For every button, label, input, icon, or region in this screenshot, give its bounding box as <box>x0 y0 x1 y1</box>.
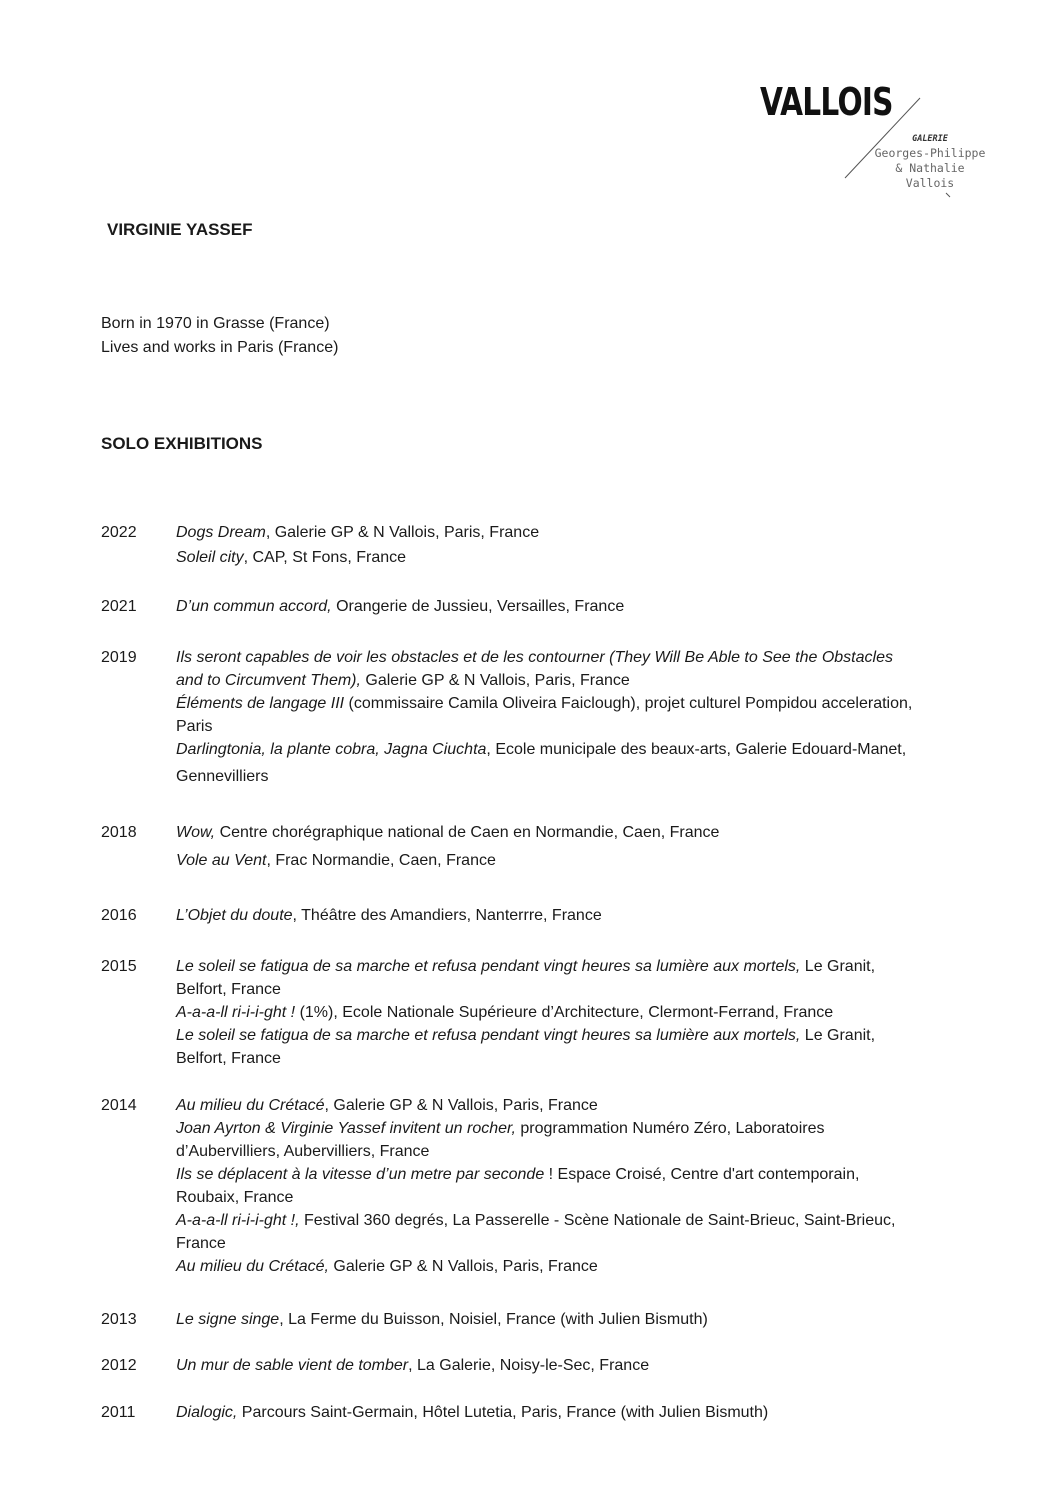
exhibition-line <box>176 1189 293 1207</box>
exhibition-line <box>176 852 496 870</box>
exhibition-venue: Belfort, France <box>176 1050 281 1067</box>
exhibition-venue: ! Espace Croisé, Centre d'art contemporain, <box>544 1166 860 1183</box>
exhibition-line <box>176 1120 824 1138</box>
exhibition-venue: d’Aubervilliers, Aubervilliers, France <box>176 1143 430 1160</box>
exhibition-venue: Gennevilliers <box>176 768 269 785</box>
exhibition-venue: programmation Numéro Zéro, Laboratoires <box>515 1120 825 1137</box>
exhibition-line <box>176 981 281 999</box>
exhibition-title: Au milieu du Crétacé, <box>176 1258 329 1275</box>
exhibition-line <box>176 1311 708 1329</box>
exhibition-venue: , Théâtre des Amandiers, Nanterrre, France <box>292 907 602 924</box>
exhibition-venue: Centre chorégraphique national de Caen en Normandie, Caen, France <box>215 824 720 841</box>
exhibition-venue: , La Galerie, Noisy-le-Sec, France <box>408 1357 650 1374</box>
exhibition-line <box>176 741 906 759</box>
exhibition-title: A-a-a-ll ri-i-i-ght !, <box>176 1212 300 1229</box>
exhibition-title: Le soleil se fatigua de sa marche et refusa pendant vingt heures sa lumière aux mortels, <box>176 1027 801 1044</box>
exhibition-venue: Parcours Saint-Germain, Hôtel Lutetia, Paris, France (with Julien Bismuth) <box>237 1404 769 1421</box>
exhibition-title: Ils seront capables de voir les obstacles et de les contourner (They Will Be Able to See the Obstacles <box>176 649 893 666</box>
exhibition-line <box>176 1212 895 1230</box>
bio-lives: Lives and works in Paris (France) <box>101 339 339 356</box>
logo-wordmark: VALLOIS <box>760 80 893 124</box>
exhibition-title: Dogs Dream <box>176 524 266 541</box>
exhibition-year: 2018 <box>101 824 137 841</box>
exhibition-venue: , Galerie GP & N Vallois, Paris, France <box>265 524 540 541</box>
gallery-logo <box>700 60 1040 220</box>
exhibition-venue: Le Granit, <box>800 1027 876 1044</box>
exhibition-year: 2012 <box>101 1357 137 1374</box>
exhibition-year: 2016 <box>101 907 137 924</box>
exhibition-line <box>176 649 893 667</box>
exhibition-line <box>176 598 624 616</box>
exhibition-year: 2011 <box>101 1404 136 1421</box>
exhibition-venue: , CAP, St Fons, France <box>243 549 407 566</box>
exhibition-title: Au milieu du Crétacé <box>176 1097 325 1114</box>
exhibition-venue: Galerie GP & N Vallois, Paris, France <box>360 672 630 689</box>
logo-galerie: GALERIE <box>912 134 948 144</box>
exhibition-venue: Le Granit, <box>800 958 876 975</box>
exhibition-line <box>176 958 875 976</box>
exhibition-line <box>176 672 630 690</box>
exhibition-title: A-a-a-ll ri-i-i-ght ! <box>176 1004 296 1021</box>
exhibition-year: 2014 <box>101 1097 137 1114</box>
exhibition-year: 2013 <box>101 1311 137 1328</box>
exhibition-line <box>176 1235 226 1253</box>
exhibition-line <box>176 1258 598 1276</box>
exhibition-line <box>176 1143 429 1161</box>
exhibition-year: 2022 <box>101 524 137 541</box>
exhibition-title: Dialogic, <box>176 1404 238 1421</box>
exhibition-line <box>176 1050 281 1068</box>
exhibition-line <box>176 1357 649 1375</box>
exhibition-title: Un mur de sable vient de tomber <box>176 1357 409 1374</box>
artist-name: VIRGINIE YASSEF <box>107 220 253 239</box>
exhibition-title: D’un commun accord, <box>176 598 332 615</box>
exhibition-year: 2021 <box>101 598 137 615</box>
exhibition-venue: (1%), Ecole Nationale Supérieure d’Architecture, Clermont-Ferrand, France <box>295 1004 834 1021</box>
exhibition-title: Éléments de langage III <box>176 695 345 712</box>
exhibition-line <box>176 907 602 925</box>
exhibition-venue: Galerie GP & N Vallois, Paris, France <box>328 1258 598 1275</box>
exhibition-title: Darlingtonia, la plante cobra, Jagna Ciuchta <box>176 741 487 758</box>
exhibition-venue: , Galerie GP & N Vallois, Paris, France <box>324 1097 598 1114</box>
section-heading: SOLO EXHIBITIONS <box>101 434 263 453</box>
exhibition-venue: France <box>176 1235 226 1252</box>
exhibition-line <box>176 824 719 842</box>
exhibition-line <box>176 1404 768 1422</box>
exhibition-year: 2019 <box>101 649 137 666</box>
exhibition-year: 2015 <box>101 958 137 975</box>
exhibition-title: L’Objet du doute <box>176 907 293 924</box>
exhibition-line <box>176 1027 875 1045</box>
exhibition-venue: Orangerie de Jussieu, Versailles, France <box>331 598 625 615</box>
exhibition-line <box>176 1166 859 1184</box>
exhibition-venue: Belfort, France <box>176 981 281 998</box>
exhibition-title: Le signe singe <box>176 1311 280 1328</box>
exhibition-title: Ils se déplacent à la vitesse d’un metre par seconde <box>176 1166 545 1183</box>
logo-line-3: Vallois <box>905 176 955 190</box>
exhibition-venue: , La Ferme du Buisson, Noisiel, France (with Julien Bismuth) <box>279 1311 708 1328</box>
logo-line-2: & Nathalie <box>895 161 965 175</box>
exhibition-venue: Paris <box>176 718 213 735</box>
exhibition-venue: (commissaire Camila Oliveira Faiclough), projet culturel Pompidou acceleration, <box>344 695 913 712</box>
exhibition-line <box>176 695 912 713</box>
exhibition-title: Le soleil se fatigua de sa marche et refusa pendant vingt heures sa lumière aux mortels, <box>176 958 801 975</box>
exhibition-line <box>176 718 212 736</box>
exhibition-venue: , Frac Normandie, Caen, France <box>266 852 496 869</box>
exhibition-line <box>176 524 539 542</box>
bio-born: Born in 1970 in Grasse (France) <box>101 315 330 332</box>
exhibition-title: Vole au Vent <box>176 852 267 869</box>
exhibition-venue: Festival 360 degrés, La Passerelle - Scène Nationale de Saint-Brieuc, Saint-Brieuc, <box>299 1212 896 1229</box>
exhibition-venue: , Ecole municipale des beaux-arts, Galerie Edouard-Manet, <box>486 741 907 758</box>
exhibition-venue: Roubaix, France <box>176 1189 294 1206</box>
exhibition-title: and to Circumvent Them), <box>176 672 361 689</box>
exhibition-line <box>176 549 406 567</box>
exhibition-title: Soleil city <box>176 549 244 566</box>
exhibition-title: Wow, <box>176 824 216 841</box>
exhibition-line <box>176 768 268 786</box>
logo-line-1: Georges-Philippe <box>874 146 986 160</box>
exhibition-title: Joan Ayrton & Virginie Yassef invitent un rocher, <box>176 1120 516 1137</box>
exhibition-line <box>176 1004 833 1022</box>
exhibition-line <box>176 1097 598 1115</box>
